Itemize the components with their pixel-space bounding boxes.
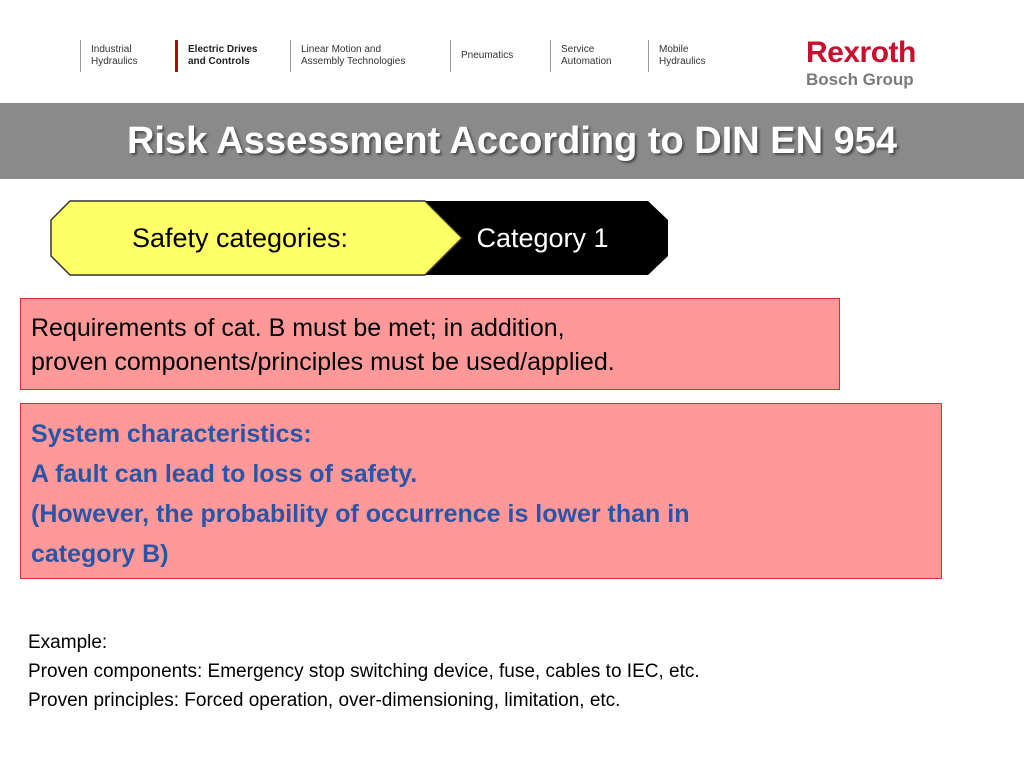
requirements-line: Requirements of cat. B must be met; in addition, bbox=[31, 314, 565, 342]
nav-item-pneumatics[interactable] bbox=[450, 40, 513, 72]
title-bar bbox=[0, 103, 1024, 179]
nav-item-line1: Electric Drives bbox=[188, 44, 258, 55]
example-section bbox=[28, 628, 1018, 715]
nav-item-line2: Assembly Technologies bbox=[301, 56, 406, 67]
page-title: Risk Assessment According to DIN EN 954 bbox=[126, 119, 898, 162]
system-characteristics-box bbox=[20, 403, 942, 579]
nav-item-line1: Service bbox=[561, 44, 595, 55]
nav-item-line2: Pneumatics bbox=[461, 50, 514, 61]
nav-item-line2: Hydraulics bbox=[91, 56, 138, 67]
system-line: A fault can lead to loss of safety. bbox=[31, 460, 418, 488]
rexroth-logo bbox=[806, 38, 956, 90]
nav-item-line1: Linear Motion and bbox=[301, 44, 382, 55]
safety-categories-label: Safety categories: bbox=[131, 223, 349, 253]
category-label: Category 1 bbox=[476, 223, 609, 253]
division-nav bbox=[0, 40, 760, 72]
logo-brand: Rexroth bbox=[806, 36, 916, 69]
nav-item-linear-motion[interactable] bbox=[290, 40, 405, 72]
nav-item-line2: Automation bbox=[561, 56, 612, 67]
nav-item-line1: Industrial bbox=[91, 44, 132, 55]
system-line: category B) bbox=[31, 540, 169, 568]
logo-subtitle: Bosch Group bbox=[806, 70, 914, 89]
requirements-box bbox=[20, 298, 840, 390]
requirements-line: proven components/principles must be used/applied. bbox=[31, 348, 615, 376]
system-heading: System characteristics: bbox=[31, 420, 312, 448]
nav-item-line1: Mobile bbox=[659, 44, 689, 55]
example-line: Proven principles: Forced operation, over-dimensioning, limitation, etc. bbox=[28, 690, 621, 711]
nav-item-electric-drives[interactable] bbox=[175, 40, 258, 72]
nav-item-line2: and Controls bbox=[188, 56, 250, 67]
category-chevrons bbox=[50, 200, 670, 276]
example-heading: Example: bbox=[28, 632, 108, 653]
nav-item-service-automation[interactable] bbox=[550, 40, 612, 72]
example-line: Proven components: Emergency stop switching device, fuse, cables to IEC, etc. bbox=[28, 661, 700, 682]
nav-item-line2: Hydraulics bbox=[659, 56, 706, 67]
nav-item-industrial-hydraulics[interactable] bbox=[80, 40, 138, 72]
system-line: (However, the probability of occurrence is lower than in bbox=[31, 500, 690, 528]
nav-item-mobile-hydraulics[interactable] bbox=[648, 40, 706, 72]
